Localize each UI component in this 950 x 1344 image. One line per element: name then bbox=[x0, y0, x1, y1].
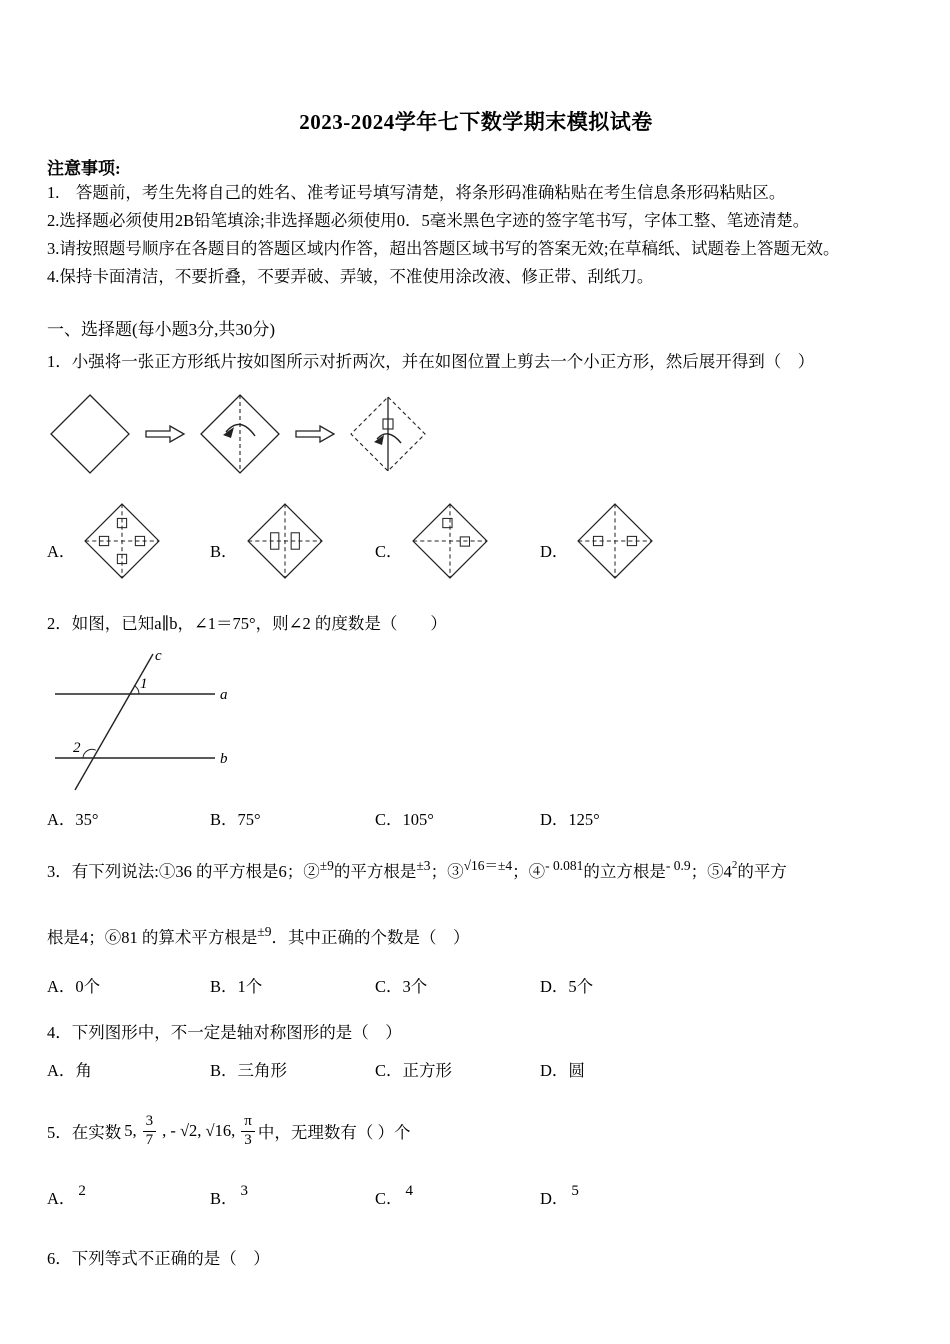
section-1-header: 一、选择题(每小题3分,共30分) bbox=[47, 320, 276, 339]
question-1-option-b bbox=[210, 496, 324, 586]
question-1-options bbox=[47, 496, 905, 586]
option-c-figure bbox=[411, 502, 489, 580]
question-5-option-d bbox=[540, 1185, 579, 1209]
question-4-text: 4．下列图形中，不一定是轴对称图形的是（ ） bbox=[47, 1023, 402, 1042]
question-6-text: 6．下列等式不正确的是（ ） bbox=[47, 1249, 270, 1268]
line-c-label: c bbox=[155, 648, 162, 664]
question-1-text: 1．小强将一张正方形纸片按如图所示对折两次，并在如图位置上剪去一个小正方形，然后展开得到（ ） bbox=[47, 352, 815, 371]
q5-math-segment: , - √2, √16, bbox=[162, 1121, 236, 1140]
question-1-option-d bbox=[540, 496, 654, 586]
question-5-option-c bbox=[375, 1185, 413, 1209]
q3-sup-segment: ±3 bbox=[416, 858, 431, 873]
question-1-option-a bbox=[47, 496, 161, 586]
question-4-options bbox=[47, 1057, 905, 1083]
option-value: 3 bbox=[240, 1183, 249, 1199]
question-4-option-c: C．正方形 bbox=[375, 1061, 453, 1080]
square-fold-step-3-diagram bbox=[347, 393, 429, 475]
fold-arrow-icon bbox=[143, 423, 187, 445]
question-2-option-c: C．105° bbox=[375, 810, 434, 829]
fold-arrow-icon bbox=[293, 423, 337, 445]
q3-text-segment: ．其中正确的个数是（ ） bbox=[271, 928, 470, 947]
option-letter: C． bbox=[375, 1189, 403, 1208]
q3-sup-segment: - 0.9 bbox=[665, 858, 691, 873]
line-a-label: a bbox=[220, 687, 228, 703]
question-2-option-a: A．35° bbox=[47, 810, 99, 829]
question-3-options bbox=[47, 973, 905, 999]
angle-1-label: 1 bbox=[140, 676, 148, 692]
q3-text-segment: 3．有下列说法:①36 的平方根是6；② bbox=[47, 862, 320, 881]
option-letter: D． bbox=[540, 1189, 569, 1208]
notice-header: 注意事项: bbox=[47, 159, 121, 178]
question-5-text bbox=[47, 1107, 905, 1155]
q3-sup-segment: ±9 bbox=[319, 858, 334, 873]
page-title: 2023-2024学年七下数学期末模拟试卷 bbox=[299, 110, 653, 134]
option-b-label: B． bbox=[210, 542, 238, 561]
q3-sup-segment: ±9 bbox=[257, 924, 272, 939]
q3-text-segment: ；⑤4 bbox=[690, 862, 732, 881]
option-a-figure bbox=[83, 502, 161, 580]
option-d-label: D． bbox=[540, 542, 569, 561]
fraction-denominator: 3 bbox=[244, 1131, 252, 1148]
q3-text-segment: 根是4；⑥81 的算术平方根是 bbox=[47, 928, 258, 947]
fraction-numerator: π bbox=[241, 1113, 255, 1131]
question-2-option-b: B．75° bbox=[210, 810, 261, 829]
question-4-option-d: D．圆 bbox=[540, 1061, 585, 1080]
notice-item-3: 3.请按照题号顺序在各题目的答题区域内作答，超出答题区域书写的答案无效;在草稿纸、试题卷上答题无效。 bbox=[47, 239, 840, 258]
question-5-options bbox=[47, 1185, 905, 1215]
option-d-figure bbox=[576, 502, 654, 580]
fraction-three-sevenths bbox=[143, 1113, 157, 1149]
parallel-lines-diagram bbox=[47, 646, 247, 794]
notice-item-2: 2.选择题必须使用2B铅笔填涂;非选择题必须使用0．5毫米黑色字迹的签字笔书写，字体工整、笔迹清楚。 bbox=[47, 211, 810, 230]
question-4-option-a: A．角 bbox=[47, 1061, 92, 1080]
q3-text-segment: 的平方 bbox=[737, 862, 787, 881]
option-a-label: A． bbox=[47, 542, 76, 561]
q3-sup-segment: - 0.081 bbox=[545, 858, 584, 873]
q3-sup-segment: √16＝±4 bbox=[463, 858, 513, 873]
question-1-option-c bbox=[375, 496, 489, 586]
q3-text-segment: 的立方根是 bbox=[583, 862, 666, 881]
q3-text-segment: 的平方根是 bbox=[333, 862, 417, 881]
question-3-option-b: B．1个 bbox=[210, 977, 263, 996]
q3-exponent-segment: 2 bbox=[731, 859, 738, 871]
option-c-label: C． bbox=[375, 542, 403, 561]
question-3-option-a: A．0个 bbox=[47, 977, 101, 996]
question-4-option-b: B．三角形 bbox=[210, 1061, 288, 1080]
option-value: 2 bbox=[78, 1183, 86, 1199]
fraction-pi-thirds bbox=[241, 1113, 255, 1149]
question-2-figure-wrap bbox=[47, 646, 905, 794]
question-3-option-d: D．5个 bbox=[540, 977, 594, 996]
question-5-option-a bbox=[47, 1185, 86, 1209]
question-3-text-line-1 bbox=[47, 860, 905, 886]
square-fold-step-2-diagram bbox=[197, 391, 283, 477]
q3-text-segment: ；③ bbox=[430, 862, 464, 881]
notice-item-4: 4.保持卡面清洁，不要折叠，不要弄破、弄皱，不准使用涂改液、修正带、刮纸刀。 bbox=[47, 267, 654, 286]
question-2-options bbox=[47, 806, 905, 832]
angle-2-label: 2 bbox=[73, 740, 81, 756]
q5-math-segment: 5, bbox=[124, 1121, 137, 1140]
q5-prefix: 5．在实数 bbox=[47, 1123, 122, 1142]
q3-text-segment: ；④ bbox=[512, 862, 546, 881]
question-3-text-line-2 bbox=[47, 926, 905, 951]
question-1-fold-figure bbox=[47, 386, 905, 482]
fraction-denominator: 7 bbox=[145, 1131, 154, 1148]
question-2-text: 2．如图，已知a∥b，∠1＝75°，则∠2 的度数是（ ） bbox=[47, 614, 447, 633]
option-value: 4 bbox=[405, 1183, 414, 1199]
option-letter: B． bbox=[210, 1189, 238, 1208]
option-b-figure bbox=[246, 502, 324, 580]
question-2-option-d: D．125° bbox=[540, 810, 600, 829]
option-value: 5 bbox=[571, 1183, 579, 1199]
question-3-option-c: C．3个 bbox=[375, 977, 428, 996]
fraction-numerator: 3 bbox=[143, 1113, 157, 1131]
line-b-label: b bbox=[220, 751, 228, 767]
q5-suffix: 中，无理数有（ ）个 bbox=[257, 1123, 411, 1142]
question-5-option-b bbox=[210, 1185, 248, 1209]
notice-item-1: 1. 答题前，考生先将自己的姓名、准考证号填写清楚，将条形码准确粘贴在考生信息条形码粘贴区。 bbox=[47, 183, 786, 202]
option-letter: A． bbox=[47, 1189, 76, 1208]
square-fold-step-1-diagram bbox=[47, 391, 133, 477]
